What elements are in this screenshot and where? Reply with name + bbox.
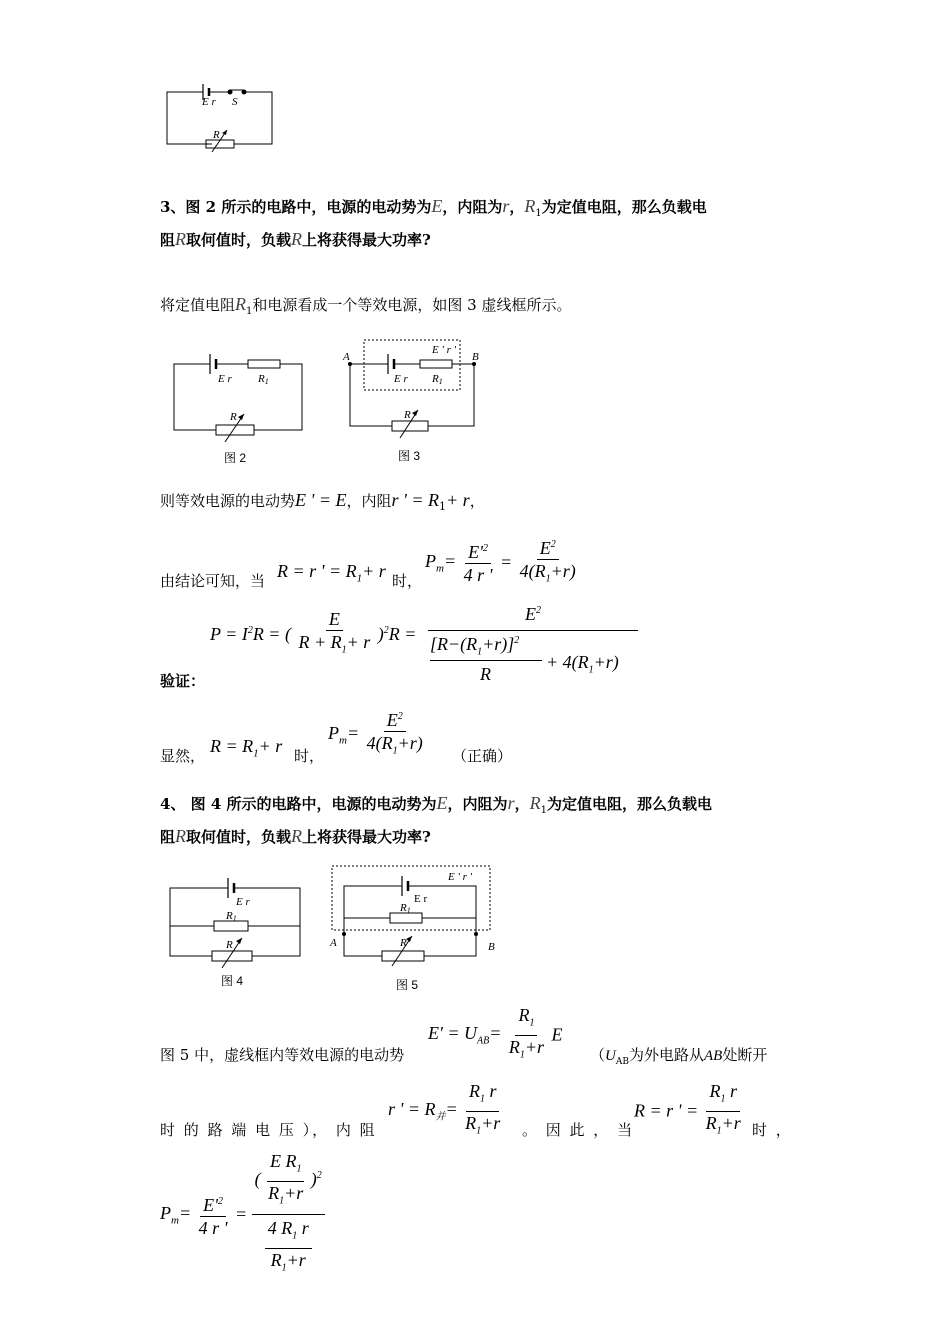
fig2-caption: 图 2 <box>224 451 247 465</box>
fig4-er-label: E r <box>236 896 250 908</box>
fig5-r-label: R <box>400 937 407 949</box>
q4-line-2: 阻R取何值时，负载R上将获得最大功率? <box>160 826 431 846</box>
r-condition-formula: R = r ' = $\frac{R_1 r}{R_1+r}$ <box>634 1081 741 1137</box>
fig3-b-label: B <box>472 351 479 363</box>
fig5-caption: 图 5 <box>396 978 419 992</box>
fig5-b-label: B <box>488 941 495 953</box>
fig5-er-label: E r <box>414 893 428 905</box>
conclusion-condition: R = r ' = $R_1+ r$ <box>277 561 386 585</box>
fig1-r-label: R <box>213 129 220 141</box>
power-frac-line <box>428 630 638 631</box>
fig2-r1-label: R1 <box>258 373 269 386</box>
fig3-r1-label: R1 <box>432 373 443 386</box>
q3-line-1: 3、图 2 所示的电路中，电源的电动势为E，内阻为r，$R_1$为定值电阻，那么负载电 <box>160 196 707 219</box>
power-frac-sub-line <box>430 660 542 661</box>
correct-note: （正确） <box>452 747 513 765</box>
obvious-when: 时， <box>294 747 325 765</box>
conclusion-line: 由结论可知，当 <box>160 572 266 590</box>
power-formula: $P = I^2R$ = ( $\frac{E}{R + R_1+ r}$ )$^2$R = <box>210 609 417 656</box>
fig3-a-label: A <box>343 351 350 363</box>
fig5-text-line-1: 图 5 中，虚线框内等效电源的电动势 <box>160 1046 405 1064</box>
r-parallel-formula: r ' = $R_并=$ $\frac{R_1 r}{R_1+r}$ <box>388 1081 501 1137</box>
fig1-s-label: S <box>232 96 238 108</box>
equivalent-emf-line: 则等效电源的电动势E ' = E，内阻r ' = $R_1+ r$， <box>160 490 485 513</box>
fig5-note: （$U_{AB}$为外电路从AB处断开 <box>590 1046 768 1067</box>
fig5-a-label: A <box>330 937 337 949</box>
circuit-figure-4 <box>166 874 306 964</box>
obvious-condition: $R = R_1+ r$ <box>210 736 283 760</box>
pm-formula-2: $P_m=$ $\frac{E^2}{4(R_1+r)}$ <box>328 706 426 763</box>
fig5-eprime-label: E ' r ' <box>448 871 472 883</box>
fig4-r-label: R <box>226 939 233 951</box>
verify-label: 验证： <box>160 672 206 690</box>
power-frac-sub-denominator: R <box>480 664 491 684</box>
fig3-eprime-label: E ' r ' <box>432 344 456 356</box>
fig3-caption: 图 3 <box>398 449 421 463</box>
conclusion-when: 时， <box>392 572 423 590</box>
circuit-figure-3 <box>340 336 490 448</box>
emf-uab-formula: $E' = U_{AB}=$ $\frac{R_1}{R_1+r}$ E <box>428 1005 563 1061</box>
power-frac-add-term: + $4(R_1+r)$ <box>546 652 619 676</box>
fig5-text-line-2a: 时 的 路 端 电 压 ）， 内 阻 <box>160 1121 377 1139</box>
equivalent-source-text: 将定值电阻$R_1$和电源看成一个等效电源，如图 3 虚线框所示。 <box>160 294 572 317</box>
fig4-r1-label: R1 <box>226 910 237 923</box>
obvious-text: 显然， <box>160 747 206 765</box>
fig2-er-label: E r <box>218 373 232 385</box>
fig3-r-label: R <box>404 409 411 421</box>
pm-formula-final: $P_m=$ $\frac{E'^2}{4 r '}$ = ( $\frac{E R_1}{R_1+r}$ )$^2$ $\frac{4 R_1 r}{R_1+r}$ <box>160 1150 325 1279</box>
fig1-er-label: E r <box>202 96 216 108</box>
power-frac-numerator: $E^2$ <box>525 604 541 624</box>
pm-formula-1: $P_m=$ $\frac{E'^2}{4 r '}$ = $\frac{E^2}{4(R_1+r)}$ <box>425 534 579 591</box>
fig5-text-line-2c: 时 ， <box>752 1121 793 1139</box>
fig5-r1-label: R1 <box>400 902 411 915</box>
circuit-figure-1 <box>160 80 280 152</box>
q3-line-2: 阻R取何值时，负载R上将获得最大功率? <box>160 229 431 249</box>
fig3-er-label: E r <box>394 373 408 385</box>
fig2-r-label: R <box>230 411 237 423</box>
fig4-caption: 图 4 <box>221 974 244 988</box>
fig5-text-line-2b: 。 因 此 ， 当 <box>522 1121 635 1139</box>
power-frac-sub-numerator: $[R-(R_1+r)]^2$ <box>430 634 520 658</box>
circuit-figure-5 <box>328 862 508 966</box>
q4-line-1: 4、 图 4 所示的电路中，电源的电动势为E，内阻为r，$R_1$为定值电阻，那么负载电 <box>160 793 712 816</box>
